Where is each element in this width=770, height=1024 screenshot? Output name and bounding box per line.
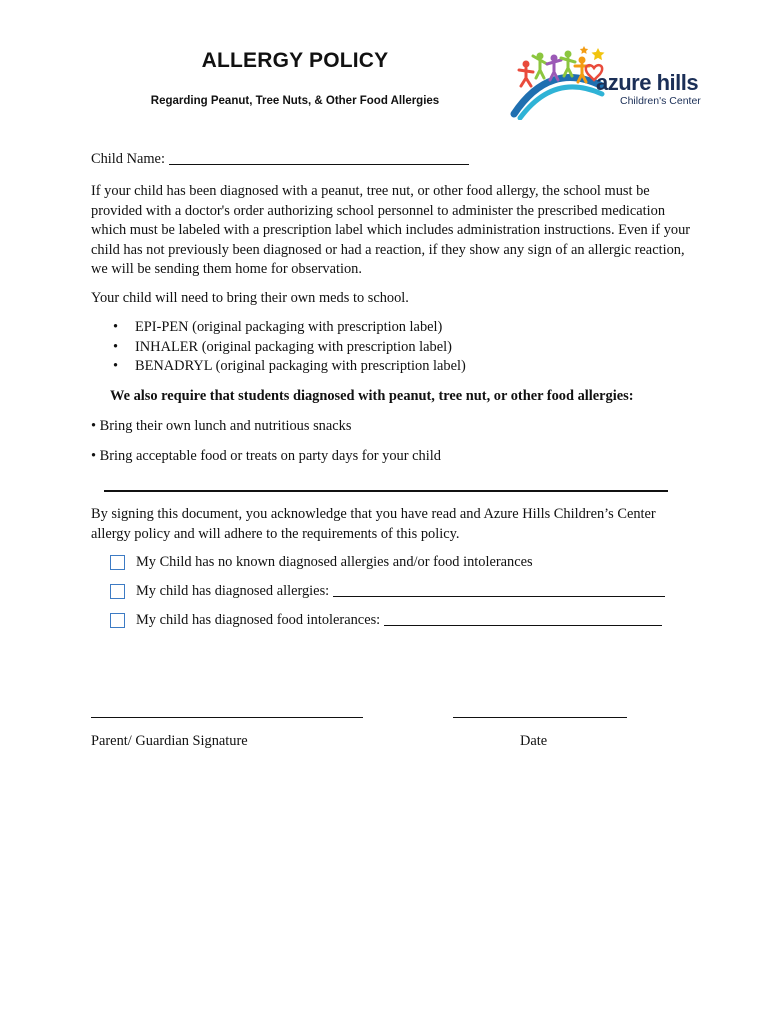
allergies-details-field[interactable]	[333, 596, 665, 597]
option-label-row	[136, 611, 662, 631]
bullet-icon: •	[113, 358, 119, 375]
document-title: ALLERGY POLICY	[201, 49, 389, 72]
bullet-icon: •	[113, 319, 119, 335]
diagnosed-allergies-checkbox[interactable]	[110, 584, 125, 599]
list-item: • EPI-PEN (original packaging with prescription label)	[113, 318, 466, 338]
meds-list	[113, 318, 466, 377]
requirement-item: • Bring acceptable food or treats on party days for your child	[91, 448, 441, 464]
child-name-field[interactable]	[169, 164, 469, 165]
no-allergies-checkbox[interactable]	[110, 555, 125, 570]
logo-subtitle: Children's Center	[620, 95, 701, 107]
intro-paragraph: If your child has been diagnosed with a peanut, tree nut, or other food allergy, the school must be provided with a doctor's order authorizing school personnel to administer the prescribed medication which must be labeled with a prescription label which includes administration instructions. Even if your child has not previously been diagnosed or had a reaction, if they show any sign of an allergic reaction, we will be sending them home for observation.	[91, 183, 691, 278]
azure-hills-logo	[510, 42, 700, 120]
child-name-row	[91, 150, 469, 170]
requirement-item: • Bring their own lunch and nutritious snacks	[91, 418, 352, 434]
food-intolerances-checkbox[interactable]	[110, 613, 125, 628]
child-name-label: Child Name:	[91, 151, 165, 167]
intolerances-details-field[interactable]	[384, 625, 662, 626]
signature-label: Parent/ Guardian Signature	[91, 733, 248, 749]
meds-intro: Your child will need to bring their own meds to school.	[91, 290, 409, 306]
section-divider	[104, 490, 668, 492]
logo-name: azure hills	[596, 70, 699, 95]
date-label: Date	[520, 733, 548, 749]
list-item: • INHALER (original packaging with prescription label)	[113, 338, 466, 358]
acknowledgement-paragraph: By signing this document, you acknowledge that you have read and Azure Hills Children’s Center allergy policy and will adhere to the requirements of this policy.	[91, 506, 656, 542]
date-field[interactable]	[453, 717, 627, 718]
requirements-heading: We also require that students diagnosed with peanut, tree nut, or other food allergies:	[110, 388, 634, 404]
option-label-row	[136, 582, 665, 602]
option-label: My child has diagnosed food intolerances:	[136, 612, 381, 628]
option-label: My Child has no known diagnosed allergies and/or food intolerances	[136, 554, 533, 570]
option-label: My child has diagnosed allergies:	[136, 583, 330, 599]
bullet-icon: •	[113, 338, 119, 355]
signature-field[interactable]	[91, 717, 363, 718]
document-subtitle: Regarding Peanut, Tree Nuts, & Other Food Allergies	[150, 95, 440, 107]
list-item: • BENADRYL (original packaging with prescription label)	[113, 357, 466, 377]
